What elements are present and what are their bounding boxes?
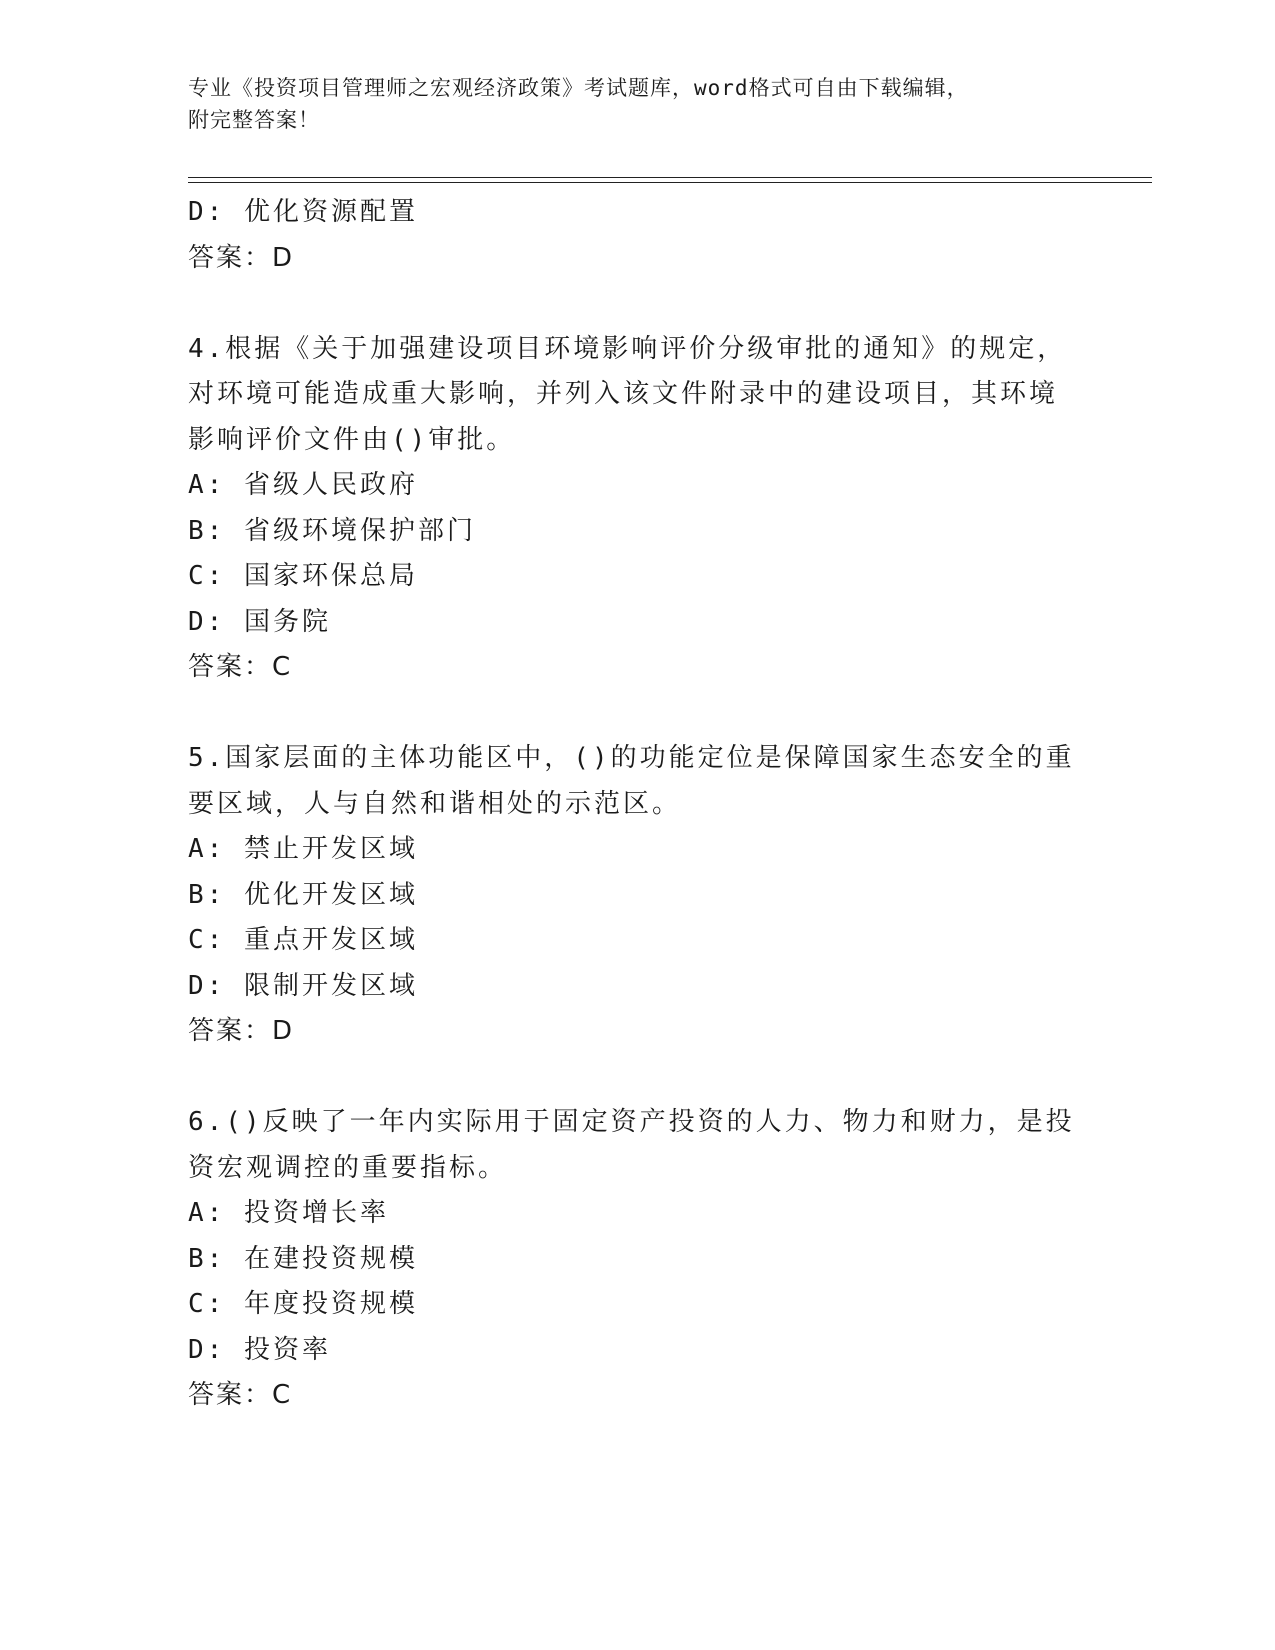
answer-line: 答案：D — [188, 1016, 295, 1046]
option-b: B: 优化开发区域 — [188, 879, 418, 910]
question-text-line: 对环境可能造成重大影响，并列入该文件附录中的建设项目，其环境 — [188, 379, 1059, 409]
question-4 — [188, 327, 1068, 691]
question-text-line: 要区域，人与自然和谐相处的示范区。 — [188, 788, 682, 819]
question-text-line: 影响评价文件由()审批。 — [188, 424, 516, 455]
option-d: D: 限制开发区域 — [188, 970, 418, 1001]
option-c: C: 年度投资规模 — [188, 1289, 418, 1319]
option-b: B: 在建投资规模 — [188, 1243, 418, 1274]
header-line-1: 专业《投资项目管理师之宏观经济政策》考试题库，word格式可自由下载编辑， — [188, 76, 969, 100]
header-line-2: 附完整答案！ — [188, 108, 320, 132]
option-c: C: 重点开发区域 — [188, 925, 418, 955]
question-text-line: 4.根据《关于加强建设项目环境影响评价分级审批的通知》的规定， — [188, 333, 1067, 364]
question-list — [188, 190, 1075, 1419]
document-header — [188, 72, 1088, 136]
option-c: C: 国家环保总局 — [188, 561, 418, 591]
answer-line: 答案：D — [188, 242, 295, 273]
option-b: B: 省级环境保护部门 — [188, 515, 476, 546]
header-divider-thick — [188, 177, 1152, 178]
option-a: A: 省级人民政府 — [188, 470, 418, 500]
question-text-line: 资宏观调控的重要指标。 — [188, 1152, 508, 1183]
question-text-line: 5.国家层面的主体功能区中，()的功能定位是保障国家生态安全的重 — [188, 743, 1075, 773]
option-a: A: 禁止开发区域 — [188, 834, 418, 864]
answer-line: 答案：C — [188, 1380, 293, 1410]
question-text-line: 6.()反映了一年内实际用于固定资产投资的人力、物力和财力，是投 — [188, 1107, 1075, 1137]
question-gap — [188, 281, 1068, 327]
option-d: D: 优化资源配置 — [188, 197, 418, 227]
answer-line: 答案：C — [188, 652, 293, 682]
header-divider-thin — [188, 182, 1152, 183]
option-a: A: 投资增长率 — [188, 1198, 389, 1228]
question-5 — [188, 736, 1075, 1055]
option-d: D: 国务院 — [188, 606, 331, 637]
question-6 — [188, 1100, 1075, 1419]
question-gap — [188, 1055, 1068, 1101]
question-3-fragment — [188, 190, 1068, 281]
question-gap — [188, 691, 1068, 737]
option-d: D: 投资率 — [188, 1334, 331, 1365]
